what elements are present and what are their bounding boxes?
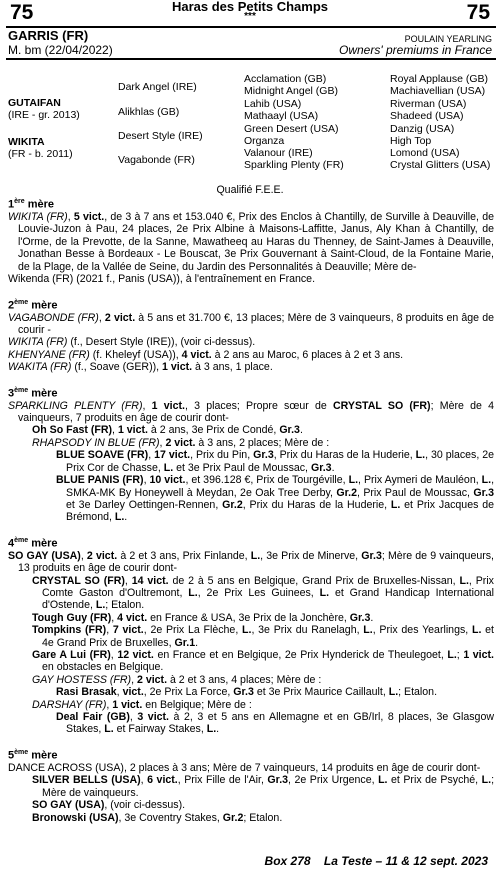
text-segment: 2 vict. bbox=[86, 549, 118, 562]
text-segment: ; Etalon. bbox=[105, 599, 145, 612]
section-heading-number: 4 bbox=[8, 537, 15, 550]
pedigree-paragraph bbox=[8, 711, 494, 736]
text-segment: , bbox=[124, 574, 132, 587]
pedigree-paragraph bbox=[8, 437, 494, 449]
text-segment: Wikenda (FR) (2021 f., Panis (USA)), à l'entraînement en France. bbox=[8, 273, 316, 286]
section-heading-number: 3 bbox=[8, 387, 15, 400]
section-heading bbox=[8, 747, 494, 762]
text-segment: , bbox=[98, 311, 105, 324]
text-segment: Gr.1 bbox=[174, 636, 196, 649]
text-segment: Gr.2 bbox=[222, 811, 244, 824]
pedigree-paragraph bbox=[8, 449, 494, 474]
section-heading-suffix: ème bbox=[14, 536, 29, 544]
text-segment: , bbox=[67, 211, 74, 224]
pedigree-paragraph bbox=[8, 812, 494, 824]
text-segment: , bbox=[80, 549, 87, 562]
text-segment: SPARKLING PLENTY (FR) bbox=[8, 399, 143, 412]
text-segment: Bronowski (USA) bbox=[32, 811, 119, 824]
text-segment: , Prix du Pin, bbox=[190, 449, 254, 462]
section-heading-number: 5 bbox=[8, 749, 15, 762]
pedigree-gen2: Dark Angel (IRE) bbox=[118, 81, 197, 93]
text-segment: et Fairway Stakes, bbox=[113, 723, 207, 736]
text-segment: , Prix des Yearlings, bbox=[372, 624, 472, 637]
pedigree-paragraph bbox=[8, 686, 494, 698]
text-segment: , Prix du Haras de la Huderie, bbox=[273, 449, 416, 462]
section-heading-word: mère bbox=[28, 537, 58, 550]
horse-type: POULAIN YEARLING bbox=[404, 34, 492, 44]
section-heading-word: mère bbox=[28, 299, 58, 312]
text-segment: Gare A Lui (FR) bbox=[32, 649, 111, 662]
pedigree-gen2: Alikhlas (GB) bbox=[118, 106, 180, 118]
text-segment: . bbox=[216, 723, 220, 736]
text-segment: Rasi Brasak bbox=[56, 686, 117, 699]
text-segment: L. bbox=[459, 574, 469, 587]
text-segment: et Prix Jacques de Brémond, bbox=[66, 498, 495, 524]
text-segment: Gr.3 bbox=[310, 461, 332, 474]
dam-line-content bbox=[8, 196, 494, 824]
text-segment: Gr.3 bbox=[233, 686, 254, 699]
text-segment: Gr.3 bbox=[253, 449, 274, 462]
text-segment: , 2e Prix La Force, bbox=[143, 686, 234, 699]
pedigree-gen4: Lomond (USA) bbox=[390, 147, 460, 159]
text-segment: . bbox=[124, 511, 128, 524]
text-segment: SO GAY (USA) bbox=[8, 549, 81, 562]
pedigree-paragraph bbox=[8, 273, 494, 285]
text-segment: , bbox=[129, 711, 138, 724]
text-segment: L. bbox=[415, 449, 426, 462]
text-segment: , Prix Fille de l'Air, bbox=[177, 774, 268, 787]
section-heading-word: mère bbox=[24, 198, 54, 211]
text-segment: et Prix de Psyché, bbox=[387, 774, 482, 787]
text-segment: 3 vict. bbox=[137, 711, 169, 724]
text-segment: 7 vict. bbox=[112, 624, 144, 637]
text-segment: ; Mère de 4 vainqueurs, 7 produits en âge de courir dont- bbox=[18, 399, 494, 425]
text-segment: de 2 à 5 ans en Belgique, Grand Prix de Bruxelles-Nissan, bbox=[168, 574, 460, 587]
text-segment: en Belgique; Mère de : bbox=[142, 698, 252, 711]
text-segment: , bbox=[106, 624, 113, 637]
text-segment: et 3e Darley Oettingen-Rennen, bbox=[66, 498, 223, 511]
text-segment: à 5 ans et 31.700 €, 13 places; Mère de 3 vainqueurs, 8 produits en âge de courir - bbox=[18, 311, 494, 336]
text-segment: L. bbox=[319, 587, 330, 599]
pedigree-paragraph bbox=[8, 336, 494, 348]
text-segment: DARSHAY (FR) bbox=[32, 698, 107, 711]
text-segment: ; bbox=[456, 649, 464, 662]
pedigree-paragraph bbox=[8, 424, 494, 436]
text-segment: CRYSTAL SO (FR) bbox=[333, 399, 431, 412]
text-segment: (f. Kheleyf (USA)), bbox=[89, 348, 182, 361]
pedigree-gen3: Acclamation (GB) bbox=[244, 73, 327, 85]
horse-info: M. bm (22/04/2022) bbox=[8, 43, 113, 57]
text-segment: L. bbox=[447, 649, 457, 662]
lot-number-left: 75 bbox=[10, 1, 34, 24]
text-segment: , bbox=[116, 686, 123, 699]
text-segment: Gr.3 bbox=[279, 424, 300, 437]
pedigree-gen3: Green Desert (USA) bbox=[244, 123, 339, 135]
pedigree-gen4: Royal Applause (GB) bbox=[390, 73, 489, 85]
text-segment: (f., Desert Style (IRE)), (voir ci-dessus). bbox=[67, 336, 256, 349]
section-heading-word: mère bbox=[28, 749, 58, 762]
text-segment: , Prix Comte Gaston d'Oultremont, bbox=[42, 574, 494, 599]
text-segment: , bbox=[112, 424, 118, 437]
pedigree-paragraph bbox=[8, 624, 494, 649]
text-segment: 17 vict. bbox=[154, 449, 191, 462]
text-segment: L. bbox=[481, 474, 492, 487]
pedigree-gen4: High Top bbox=[390, 135, 432, 147]
pedigree-dam-info: (FR - b. 2011) bbox=[8, 148, 73, 160]
text-segment: BLUE PANIS (FR) bbox=[56, 474, 144, 487]
text-segment: 10 vict. bbox=[149, 474, 186, 487]
text-segment: L. bbox=[363, 624, 373, 637]
text-segment: L. bbox=[163, 461, 174, 474]
pedigree-paragraph bbox=[8, 474, 494, 524]
text-segment: Tough Guy (FR) bbox=[32, 611, 112, 624]
text-segment: WIKITA (FR) bbox=[8, 211, 68, 224]
pedigree-gen3: Valanour (IRE) bbox=[244, 147, 313, 159]
text-segment: L. bbox=[242, 624, 252, 637]
text-segment: (f., Soave (GER)), bbox=[71, 361, 163, 374]
text-segment: 2 vict. bbox=[165, 436, 196, 449]
text-segment: en France et en Belgique, 2e Prix Hynderick de Theulegoet, bbox=[153, 649, 448, 662]
text-segment: en France & USA, 3e Prix de la Jonchère, bbox=[147, 611, 350, 624]
text-segment: Gr.3 bbox=[473, 486, 494, 499]
pedigree-paragraph bbox=[8, 774, 494, 799]
text-segment: L. bbox=[95, 599, 106, 612]
text-segment: Gr.3 bbox=[361, 549, 382, 562]
pedigree-sire-info: (IRE - gr. 2013) bbox=[8, 109, 80, 121]
text-segment: , Prix Paul de Moussac, bbox=[357, 486, 474, 499]
text-segment: CRYSTAL SO (FR) bbox=[32, 574, 125, 587]
text-segment: Gr.3 bbox=[267, 774, 289, 787]
pedigree-paragraph bbox=[8, 575, 494, 612]
pedigree-gen4: Crystal Glitters (USA) bbox=[390, 159, 491, 171]
text-segment: , bbox=[142, 399, 152, 412]
lot-number-right: 75 bbox=[466, 1, 490, 24]
pedigree-paragraph bbox=[8, 649, 494, 674]
text-segment: 14 vict. bbox=[131, 574, 169, 587]
sale-info: La Teste – 11 & 12 sept. 2023 bbox=[323, 854, 488, 868]
pedigree-paragraph bbox=[8, 211, 494, 273]
text-segment: à 2 ans, 3e Prix de Condé, bbox=[147, 424, 280, 437]
text-segment: VAGABONDE (FR) bbox=[8, 311, 99, 324]
section-heading bbox=[8, 385, 494, 400]
pedigree-sire: GUTAIFAN bbox=[8, 97, 61, 109]
text-segment: , 3 places; Propre sœur de bbox=[184, 399, 333, 412]
text-segment: , 3e Prix de Minerve, bbox=[260, 549, 362, 562]
text-segment: , bbox=[159, 436, 166, 449]
pedigree-gen4: Shadeed (USA) bbox=[390, 110, 464, 122]
pedigree-dam: WIKITA bbox=[8, 136, 45, 148]
pedigree-paragraph bbox=[8, 612, 494, 624]
text-segment: L. bbox=[471, 624, 482, 637]
pedigree-gen3: Organza bbox=[244, 135, 285, 147]
pedigree-gen3: Lahib (USA) bbox=[244, 98, 302, 110]
text-segment: DANCE ACROSS (USA), 2 places à 3 ans; Mère de 7 vainqueurs, 14 produits en âge de courir dont- bbox=[8, 761, 481, 774]
pedigree-paragraph bbox=[8, 699, 494, 711]
text-segment: à 2, 3 et 5 ans en Allemagne et en GB/Irl, 8 places, 3e Glasgow Stakes, bbox=[66, 711, 494, 736]
pedigree-gen3: Sparkling Plenty (FR) bbox=[244, 159, 344, 171]
text-segment: et 4e Grand Prix de Bruxelles, bbox=[42, 624, 494, 649]
text-segment: en obstacles en Belgique. bbox=[42, 661, 164, 674]
text-segment: . bbox=[195, 636, 199, 649]
text-segment: Deal Fair (GB) bbox=[56, 711, 130, 724]
text-segment: , bbox=[140, 774, 148, 787]
text-segment: SO GAY (USA) bbox=[32, 799, 105, 812]
text-segment: L. bbox=[388, 686, 399, 699]
text-segment: L. bbox=[390, 498, 401, 511]
text-segment: , 3e Coventry Stakes, bbox=[118, 811, 223, 824]
text-segment: L. bbox=[104, 723, 114, 736]
box-number: Box 278 bbox=[264, 854, 311, 868]
pedigree-paragraph bbox=[8, 674, 494, 686]
section-heading-suffix: ème bbox=[14, 386, 29, 394]
text-segment: , 2e Prix Les Guinees, bbox=[197, 587, 320, 599]
text-segment: ; Mère de vainqueurs. bbox=[42, 774, 495, 799]
pedigree-paragraph bbox=[8, 762, 494, 774]
text-segment: 4 vict. bbox=[181, 348, 212, 361]
pedigree-gen3: Mathaayl (USA) bbox=[244, 110, 319, 122]
pedigree-gen3: Midnight Angel (GB) bbox=[244, 85, 338, 97]
text-segment: 4 vict. bbox=[117, 611, 148, 624]
pedigree-paragraph bbox=[8, 349, 494, 361]
text-segment: 12 vict. bbox=[117, 649, 154, 662]
qualification-note: Qualifié F.E.E. bbox=[216, 184, 284, 196]
text-segment: , et 396.128 €, Prix de Tourgéville, bbox=[185, 474, 349, 487]
text-segment: , 30 places, 2e Prix Cor de Chasse, bbox=[66, 449, 495, 474]
pedigree-gen2: Vagabonde (FR) bbox=[118, 154, 195, 166]
text-segment: L. bbox=[481, 774, 492, 787]
text-segment: ; Etalon. bbox=[243, 811, 283, 824]
text-segment: . bbox=[370, 611, 374, 624]
text-segment: , 2e Prix Urgence, bbox=[288, 774, 379, 787]
text-segment: , bbox=[148, 449, 155, 462]
text-segment: L. bbox=[378, 774, 388, 787]
footer bbox=[265, 855, 488, 867]
section-heading bbox=[8, 535, 494, 550]
text-segment: à 3 ans, 2 places; Mère de : bbox=[195, 436, 330, 449]
text-segment: et 3e Prix Maurice Caillault, bbox=[253, 686, 389, 699]
pedigree-paragraph bbox=[8, 400, 494, 425]
text-segment: , 2e Prix La Flèche, bbox=[143, 624, 243, 637]
text-segment: L. bbox=[114, 511, 125, 524]
text-segment: Oh So Fast (FR) bbox=[32, 424, 113, 437]
text-segment: , Prix du Haras de la Huderie, bbox=[242, 498, 391, 511]
text-segment: . bbox=[299, 424, 303, 437]
section-heading-suffix: ème bbox=[14, 298, 29, 306]
pedigree-gen4: Danzig (USA) bbox=[390, 123, 455, 135]
text-segment: SILVER BELLS (USA) bbox=[32, 774, 141, 787]
text-segment: RHAPSODY IN BLUE (FR) bbox=[32, 436, 160, 449]
text-segment: à 2 et 3 ans, 4 places; Mère de : bbox=[167, 673, 322, 686]
text-segment: 6 vict. bbox=[147, 774, 178, 787]
text-segment: 1 vict. bbox=[162, 361, 193, 374]
text-segment: L. bbox=[250, 549, 261, 562]
text-segment: . bbox=[331, 461, 335, 474]
pedigree-gen2: Desert Style (IRE) bbox=[118, 130, 203, 142]
text-segment: GAY HOSTESS (FR) bbox=[32, 673, 132, 686]
farm-name: Haras des Petits Champs bbox=[171, 0, 329, 14]
pedigree-paragraph bbox=[8, 312, 494, 337]
owners-premiums: Owners' premiums in France bbox=[339, 43, 492, 57]
section-heading-suffix: ème bbox=[14, 748, 29, 756]
text-segment: 1 vict. bbox=[151, 399, 185, 412]
text-segment: WAKITA (FR) bbox=[8, 361, 72, 374]
text-segment: L. bbox=[206, 723, 217, 736]
text-segment: 2 vict. bbox=[136, 673, 168, 686]
text-segment: vict. bbox=[122, 686, 144, 699]
text-segment: KHENYANE (FR) bbox=[8, 348, 90, 361]
text-segment: , bbox=[106, 698, 113, 711]
horse-name: GARRIS (FR) bbox=[8, 28, 89, 43]
section-heading-number: 1 bbox=[8, 198, 15, 211]
section-heading-number: 2 bbox=[8, 299, 15, 312]
section-heading-word: mère bbox=[28, 387, 58, 400]
text-segment: à 2 et 3 ans, Prix Finlande, bbox=[117, 549, 251, 562]
pedigree-paragraph bbox=[8, 799, 494, 811]
pedigree-paragraph bbox=[8, 550, 494, 575]
pedigree-gen4: Riverman (USA) bbox=[390, 98, 467, 110]
pedigree-rule bbox=[6, 58, 496, 60]
text-segment: Gr.2 bbox=[222, 498, 243, 511]
text-segment: L. bbox=[188, 587, 198, 599]
section-heading-suffix: ère bbox=[14, 198, 25, 205]
text-segment: 1 vict. bbox=[463, 649, 494, 662]
text-segment: à 2 ans au Maroc, 6 places à 2 et 3 ans. bbox=[211, 348, 404, 361]
text-segment: , bbox=[110, 649, 118, 662]
text-segment: 1 vict. bbox=[112, 698, 143, 711]
text-segment: , SMKA-MK By Honeywell à Meydan, 2e Oak Tree Derby, bbox=[66, 474, 495, 499]
section-heading bbox=[8, 297, 494, 312]
text-segment: , 3e Prix du Ranelagh, bbox=[251, 624, 364, 637]
text-segment: 1 vict. bbox=[117, 424, 148, 437]
text-segment: ; Mère de 9 vainqueurs, 13 produits en âge de courir dont- bbox=[18, 549, 495, 575]
pedigree-gen4: Machiavellian (USA) bbox=[390, 85, 486, 97]
text-segment: et 3e Prix Paul de Moussac, bbox=[173, 461, 311, 474]
text-segment: Tompkins (FR) bbox=[32, 624, 107, 637]
text-segment: et Grand Handicap International d'Ostende, bbox=[42, 587, 494, 612]
text-segment: , Prix Aymeri de Mauléon, bbox=[358, 474, 482, 487]
text-segment: , bbox=[131, 673, 137, 686]
text-segment: Gr.2 bbox=[336, 486, 357, 499]
text-segment: ; Etalon. bbox=[398, 686, 438, 699]
text-segment: WIKITA (FR) bbox=[8, 336, 68, 349]
text-segment: 5 vict. bbox=[73, 211, 105, 224]
pedigree-paragraph bbox=[8, 361, 494, 373]
text-segment: , de 3 à 7 ans et 153.040 €, Prix des Enclos à Chantilly, de Surville à Deauville, de Louvie-Juzon à Pau, 24 places, 2e Prix Albine à Maisons-Laffitte, Janus, Aly Khan à Chantilly, de l'Orme, de la Prevotte, de la Sanne, Mawatheeq au Haras du Thenney, de Saint-James à Deauville, Jonathan Besse à Bordeaux - Le Bouscat, 3e Prix Gouvernant à Saint-Cloud, de la Fontaine Marie, de la Plage, de la Vallée de Seine, du Jardin des Personnalités à Deauville; Mère de- bbox=[18, 211, 494, 273]
text-segment: Gr.3 bbox=[349, 611, 371, 624]
text-segment: , (voir ci-dessus). bbox=[104, 799, 186, 812]
farm-stars: *** bbox=[244, 11, 256, 22]
text-segment: à 3 ans, 1 place. bbox=[192, 361, 273, 374]
text-segment: L. bbox=[348, 474, 359, 487]
section-heading bbox=[8, 196, 494, 211]
text-segment: , bbox=[143, 474, 150, 487]
text-segment: BLUE SOAVE (FR) bbox=[56, 449, 149, 462]
text-segment: , bbox=[111, 611, 118, 624]
text-segment: 2 vict. bbox=[104, 311, 136, 324]
